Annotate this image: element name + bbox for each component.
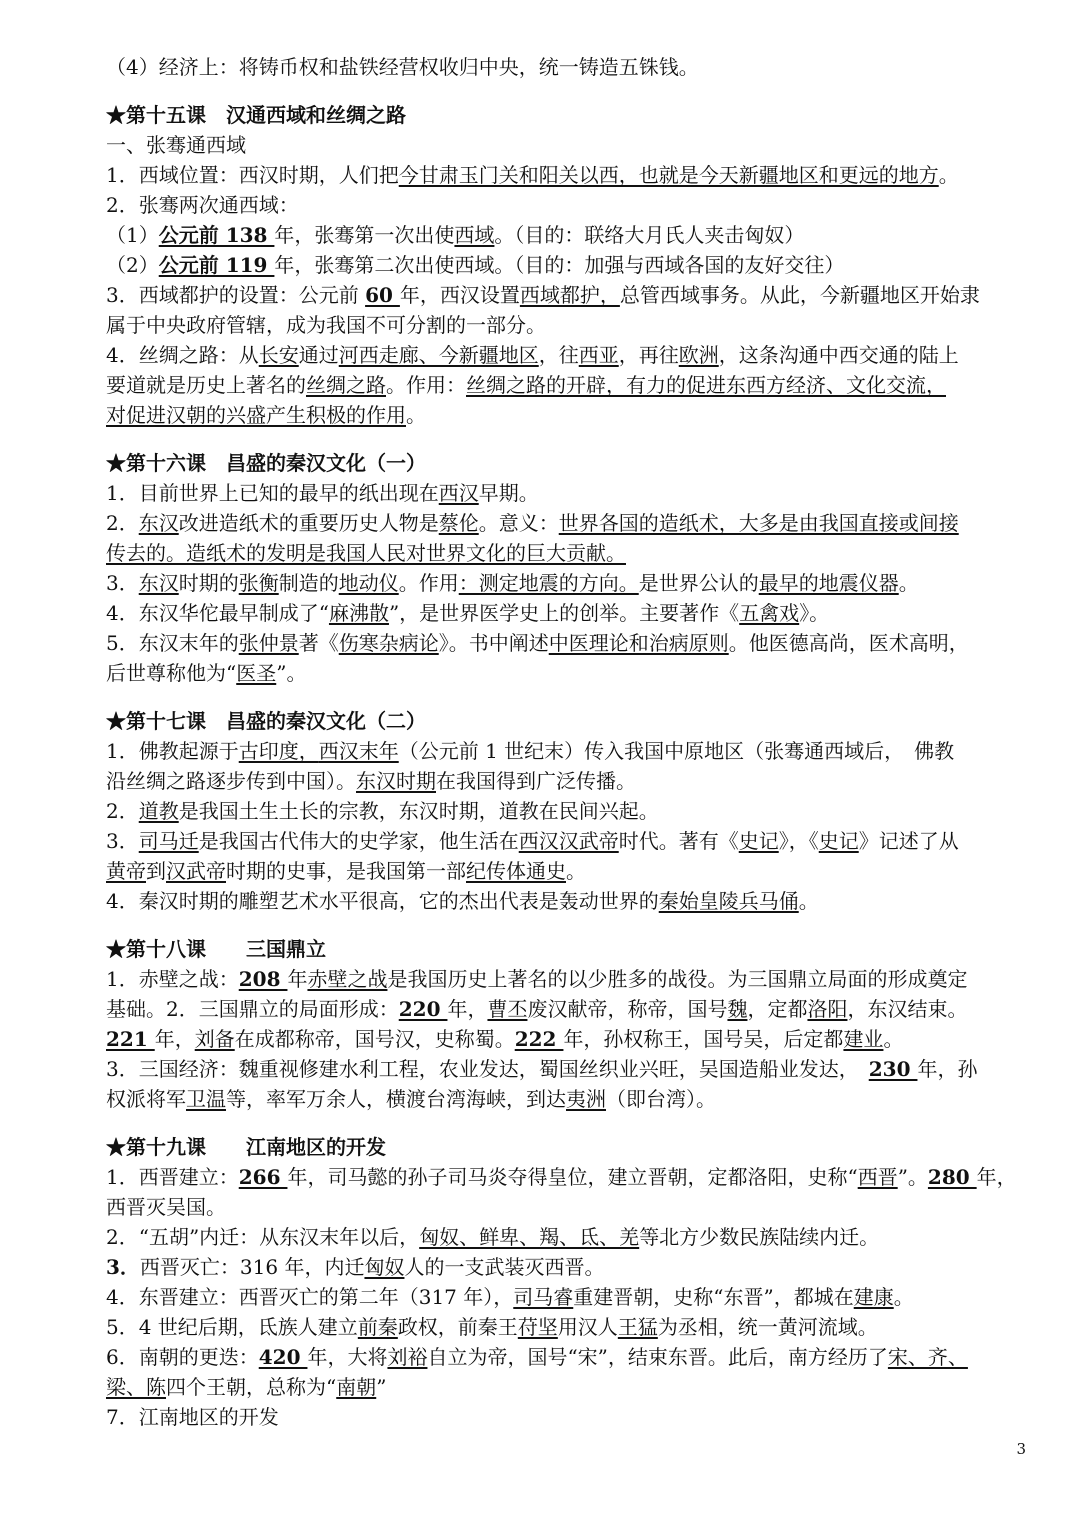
- text-segment: 属于中央政府管辖，成为我国不可分割的一部分。: [106, 313, 546, 337]
- text-segment: 》，《: [778, 829, 819, 853]
- underlined-term: 梁、陈: [106, 1375, 166, 1399]
- text-line: [106, 508, 1036, 538]
- underlined-term: 汉武帝: [166, 859, 226, 883]
- underlined-term: 222: [514, 1027, 564, 1051]
- underlined-term: 公元前 138: [158, 223, 275, 247]
- text-segment: 在我国得到广泛传播。: [436, 769, 636, 793]
- text-segment: 年，西汉设置: [399, 283, 520, 307]
- underlined-term: 秦始皇陵兵马俑: [658, 889, 799, 913]
- text-segment: 要道就是历史上著名的: [106, 373, 306, 397]
- text-line: [106, 766, 1036, 796]
- underlined-term: 南朝: [336, 1375, 377, 1399]
- text-segment: 3．: [106, 829, 139, 853]
- text-segment: 到: [146, 859, 166, 883]
- text-segment: 政权，前秦王: [397, 1315, 518, 1339]
- underlined-term: 60: [365, 283, 400, 307]
- bold-text: ★第十六课 昌盛的秦汉文化（一）: [106, 451, 426, 475]
- text-line: [106, 220, 1036, 250]
- underlined-term: 张仲景: [238, 631, 299, 655]
- text-segment: 年，司马懿的孙子司马炎夺得皇位，建立晋朝，定都洛阳，史称“: [287, 1165, 858, 1189]
- text-segment: 4．东晋建立：西晋灭亡的第二年（317 年），: [106, 1285, 514, 1309]
- underlined-term: 西汉: [438, 481, 479, 505]
- underlined-term: 东汉: [138, 511, 179, 535]
- text-line: [106, 160, 1036, 190]
- text-segment: 总管西域事务。从此，今新疆地区开始隶: [619, 283, 980, 307]
- text-segment: 用汉人: [557, 1315, 618, 1339]
- underlined-term: 欧洲: [678, 343, 719, 367]
- underlined-term: 医圣: [236, 661, 277, 685]
- text-line: [106, 994, 1036, 1024]
- underlined-term: 纪传体通史: [466, 859, 566, 883]
- text-line: [106, 598, 1036, 628]
- text-line: [106, 964, 1036, 994]
- text-line: [106, 538, 1036, 568]
- text-segment: 时期的史事，是我国第一部: [226, 859, 466, 883]
- text-segment: 。: [898, 571, 919, 595]
- underlined-term: 伤寒杂病论: [338, 631, 439, 655]
- text-segment: 1．赤壁之战：: [106, 967, 239, 991]
- text-line: [106, 52, 1036, 82]
- text-segment: （公元前 1 世纪末）传入我国中原地区（张骞通西域后， 佛教: [398, 739, 955, 763]
- bold-text: ★第十七课 昌盛的秦汉文化（二）: [106, 709, 426, 733]
- underlined-term: 西域都护，: [519, 283, 620, 307]
- underlined-term: 道教: [138, 799, 179, 823]
- text-segment: 等北方少数民族陆续内迁。: [639, 1225, 880, 1249]
- underlined-term: 西汉末年: [318, 739, 399, 763]
- text-segment: 年，张骞第一次出使: [274, 223, 455, 247]
- text-segment: ，再往: [618, 343, 679, 367]
- underlined-term: 丝绸之路: [306, 373, 386, 397]
- text-segment: 为丞相，统一黄河流域。: [657, 1315, 878, 1339]
- text-segment: 。: [938, 163, 959, 187]
- text-segment: 3．: [106, 571, 139, 595]
- text-line: [106, 1282, 1036, 1312]
- underlined-term: 280: [927, 1165, 977, 1189]
- text-line: [106, 736, 1036, 766]
- text-segment: 沿丝绸之路逐步传到中国）。: [106, 769, 356, 793]
- text-segment: 重建晋朝，史称“东晋”，都城在: [573, 1285, 854, 1309]
- text-segment: 1．西晋建立：: [106, 1165, 239, 1189]
- bold-text: ★第十八课 三国鼎立: [106, 937, 326, 961]
- underlined-term: 史记: [738, 829, 779, 853]
- text-segment: 早期。: [478, 481, 539, 505]
- text-segment: 。: [406, 403, 426, 427]
- bold-text: ★第十五课 汉通西域和丝绸之路: [106, 103, 406, 127]
- text-line: [106, 1084, 1036, 1114]
- text-segment: 4．东汉华佗最早制成了“: [106, 601, 329, 625]
- text-segment: 1．目前世界上已知的最早的纸出现在: [106, 481, 439, 505]
- text-line: [106, 280, 1036, 310]
- underlined-term: 匈奴、鲜卑、羯、氐、羌: [419, 1225, 640, 1249]
- text-segment: 年，: [976, 1165, 1017, 1189]
- underlined-term: 赤壁之战: [307, 967, 388, 991]
- text-line: [106, 130, 1036, 160]
- text-line: [106, 628, 1036, 658]
- paragraph-gap: [106, 430, 1036, 448]
- text-line: [106, 190, 1036, 220]
- text-segment: 基础。2．三国鼎立的局面形成：: [106, 997, 399, 1021]
- underlined-term: 220: [398, 997, 448, 1021]
- underlined-term: 230: [868, 1057, 918, 1081]
- lesson-heading: [106, 448, 1036, 478]
- underlined-term: 史记: [818, 829, 859, 853]
- underlined-term: 地动仪: [338, 571, 399, 595]
- text-segment: ”。: [276, 661, 307, 685]
- text-segment: 西晋灭吴国。: [106, 1195, 226, 1219]
- text-line: [106, 568, 1036, 598]
- underlined-term: 东汉: [138, 571, 179, 595]
- underlined-term: 前秦: [357, 1315, 398, 1339]
- text-segment: 。他医德高尚，医术高明，: [728, 631, 969, 655]
- text-segment: ，定都: [747, 997, 808, 1021]
- text-line: [106, 310, 1036, 340]
- text-line: [106, 1402, 1036, 1432]
- text-segment: 4．丝绸之路：从: [106, 343, 259, 367]
- text-segment: 等，率军万余人，横渡台湾海峡，到达: [226, 1087, 566, 1111]
- text-segment: 。作用：: [386, 373, 466, 397]
- text-line: [106, 1054, 1036, 1084]
- text-segment: ，这条沟通中西交通的陆上: [718, 343, 959, 367]
- text-segment: 》记述了从: [858, 829, 959, 853]
- underlined-term: 河西走廊、今新疆地区: [338, 343, 539, 367]
- lesson-heading: [106, 706, 1036, 736]
- underlined-term: 266: [238, 1165, 288, 1189]
- text-segment: 改进造纸术的重要历史人物是: [178, 511, 439, 535]
- text-line: [106, 1162, 1036, 1192]
- text-segment: 年，张骞第二次出使西域。（目的：加强与西域各国的友好交往）: [274, 253, 845, 277]
- text-segment: ”: [376, 1375, 387, 1399]
- underlined-term: 张衡: [238, 571, 279, 595]
- underlined-term: 宋、齐、: [887, 1345, 968, 1369]
- text-segment: （4）经济上：将铸币权和盐铁经营权收归中央，统一铸造五铢钱。: [106, 55, 699, 79]
- underlined-term: 最早的地震仪器: [758, 571, 899, 595]
- text-segment: 2．: [106, 511, 139, 535]
- underlined-term: 匈奴: [364, 1255, 405, 1279]
- text-segment: 是我国历史上著名的以少胜多的战役。为三国鼎立局面的形成奠定: [387, 967, 968, 991]
- underlined-term: 魏: [727, 997, 748, 1021]
- text-segment: （1）: [106, 223, 159, 247]
- paragraph-gap: [106, 1114, 1036, 1132]
- text-line: [106, 796, 1036, 826]
- text-segment: 是世界公认的: [638, 571, 759, 595]
- text-segment: 年，孙: [917, 1057, 978, 1081]
- text-segment: 废汉献帝，称帝，国号: [527, 997, 728, 1021]
- underlined-term: 王猛: [617, 1315, 658, 1339]
- underlined-term: 东汉时期: [356, 769, 436, 793]
- text-segment: 年: [287, 967, 308, 991]
- underlined-term: 传去的。造纸术的发明是我国人民对世界文化的巨大贡献。: [106, 541, 626, 565]
- text-segment: 年，: [447, 997, 488, 1021]
- text-segment: 在成都称帝，国号汉，史称蜀。: [234, 1027, 515, 1051]
- text-segment: 1．西域位置：西汉时期，人们把: [106, 163, 399, 187]
- underlined-term: 曹丕: [487, 997, 528, 1021]
- underlined-term: 司马睿: [513, 1285, 574, 1309]
- text-segment: ，往: [538, 343, 579, 367]
- text-segment: 年，孙权称王，国号吴，后定都: [563, 1027, 844, 1051]
- bold-text: 3．: [106, 1255, 140, 1279]
- text-segment: 四个王朝，总称为“: [166, 1375, 337, 1399]
- text-line: [106, 886, 1036, 916]
- underlined-term: 公元前 119: [158, 253, 275, 277]
- text-line: [106, 400, 1036, 430]
- underlined-term: 西晋: [857, 1165, 898, 1189]
- text-line: [106, 658, 1036, 688]
- underlined-term: 苻坚: [517, 1315, 558, 1339]
- text-segment: 3．三国经济：魏重视修建水利工程，农业发达，蜀国丝织业兴旺，吴国造船业发达，: [106, 1057, 869, 1081]
- text-segment: （2）: [106, 253, 159, 277]
- underlined-term: 卫温: [186, 1087, 226, 1111]
- underlined-term: 夷洲: [566, 1087, 606, 1111]
- text-segment: 2．张骞两次通西域：: [106, 193, 299, 217]
- text-segment: 4．秦汉时期的雕塑艺术水平很高，它的杰出代表是轰动世界的: [106, 889, 659, 913]
- text-segment: 1．佛教起源于: [106, 739, 239, 763]
- text-line: [106, 1372, 1036, 1402]
- text-segment: 时代。著有《: [618, 829, 739, 853]
- text-segment: 权派将军: [106, 1087, 186, 1111]
- underlined-term: 西亚: [578, 343, 619, 367]
- text-segment: 一、张骞通西域: [106, 133, 246, 157]
- text-segment: ”。: [897, 1165, 928, 1189]
- underlined-term: 中医理论和治病原则: [548, 631, 729, 655]
- text-segment: 人的一支武装灭西晋。: [404, 1255, 605, 1279]
- text-segment: 年，大将: [307, 1345, 388, 1369]
- underlined-term: 对促进汉朝的兴盛产生积极的作用: [106, 403, 406, 427]
- text-line: [106, 856, 1036, 886]
- underlined-term: 司马迁: [138, 829, 199, 853]
- text-line: [106, 1342, 1036, 1372]
- underlined-term: 西汉汉武帝: [518, 829, 619, 853]
- text-segment: ，东汉结束。: [847, 997, 968, 1021]
- text-line: [106, 1312, 1036, 1342]
- text-segment: 是我国古代伟大的史学家，他生活在: [198, 829, 519, 853]
- text-line: [106, 250, 1036, 280]
- underlined-term: ：测定地震的方向。: [458, 571, 639, 595]
- text-segment: （即台湾）。: [606, 1087, 716, 1111]
- page-number: 3: [1016, 1440, 1026, 1458]
- text-segment: 2．: [106, 799, 139, 823]
- text-segment: 。: [883, 1027, 904, 1051]
- underlined-term: 221: [106, 1027, 155, 1051]
- text-segment: 时期的: [178, 571, 239, 595]
- text-line: [106, 1192, 1036, 1222]
- text-segment: 。: [566, 859, 586, 883]
- lesson-heading: [106, 100, 1036, 130]
- text-segment: ”，是世界医学史上的创举。主要著作《: [388, 601, 740, 625]
- underlined-term: 古印度，: [238, 739, 319, 763]
- text-segment: 5．东汉末年的: [106, 631, 239, 655]
- text-line: [106, 1252, 1036, 1282]
- text-segment: 制造的: [278, 571, 339, 595]
- underlined-term: 208: [238, 967, 288, 991]
- paragraph-gap: [106, 916, 1036, 934]
- paragraph-gap: [106, 82, 1036, 100]
- underlined-term: 西域: [454, 223, 495, 247]
- text-segment: 年，: [154, 1027, 195, 1051]
- text-line: [106, 826, 1036, 856]
- paragraph-gap: [106, 688, 1036, 706]
- underlined-term: 世界各国的造纸术，大多是由我国直接或间接: [558, 511, 959, 535]
- text-segment: 。: [798, 889, 819, 913]
- text-segment: 。作用: [398, 571, 459, 595]
- underlined-term: 刘备: [194, 1027, 235, 1051]
- document-body: [106, 52, 1036, 1432]
- text-line: [106, 370, 1036, 400]
- underlined-term: 丝绸之路的开辟，有力的促进东西方经济、文化交流，: [466, 373, 946, 397]
- underlined-term: 蔡伦: [438, 511, 479, 535]
- underlined-term: 建康: [853, 1285, 894, 1309]
- underlined-term: 刘裕: [387, 1345, 428, 1369]
- underlined-term: 黄帝: [106, 859, 146, 883]
- text-segment: 2．“五胡”内迁：从东汉末年以后，: [106, 1225, 420, 1249]
- text-segment: 后世尊称他为“: [106, 661, 237, 685]
- text-segment: 。: [893, 1285, 914, 1309]
- text-segment: 5．4 世纪后期，氐族人建立: [106, 1315, 358, 1339]
- underlined-term: 今甘肃玉门关和阳关以西，也就是今天新疆地区和更远的地方: [398, 163, 939, 187]
- text-segment: 6．南朝的更迭：: [106, 1345, 259, 1369]
- text-segment: 是我国土生土长的宗教，东汉时期，道教在民间兴起。: [178, 799, 659, 823]
- lesson-heading: [106, 1132, 1036, 1162]
- underlined-term: 长安: [258, 343, 299, 367]
- text-segment: 。意义：: [478, 511, 559, 535]
- bold-text: ★第十九课 江南地区的开发: [106, 1135, 386, 1159]
- text-line: [106, 1222, 1036, 1252]
- underlined-term: 洛阳: [807, 997, 848, 1021]
- text-line: [106, 340, 1036, 370]
- text-segment: 7．江南地区的开发: [106, 1405, 279, 1429]
- text-segment: 著《: [298, 631, 339, 655]
- underlined-term: 建业: [843, 1027, 884, 1051]
- lesson-heading: [106, 934, 1036, 964]
- underlined-term: 麻沸散: [328, 601, 389, 625]
- text-segment: 西晋灭亡：316 年，内迁: [139, 1255, 365, 1279]
- text-segment: 》。书中阐述: [438, 631, 549, 655]
- text-segment: 通过: [298, 343, 339, 367]
- text-line: [106, 478, 1036, 508]
- underlined-term: 420: [258, 1345, 308, 1369]
- text-segment: 。（目的：联络大月氏人夹击匈奴）: [494, 223, 805, 247]
- text-segment: 3．西域都护的设置：公元前: [106, 283, 366, 307]
- text-segment: 自立为帝，国号“宋”，结束东晋。此后，南方经历了: [427, 1345, 888, 1369]
- underlined-term: 五禽戏: [739, 601, 800, 625]
- text-line: [106, 1024, 1036, 1054]
- text-segment: 》。: [799, 601, 830, 625]
